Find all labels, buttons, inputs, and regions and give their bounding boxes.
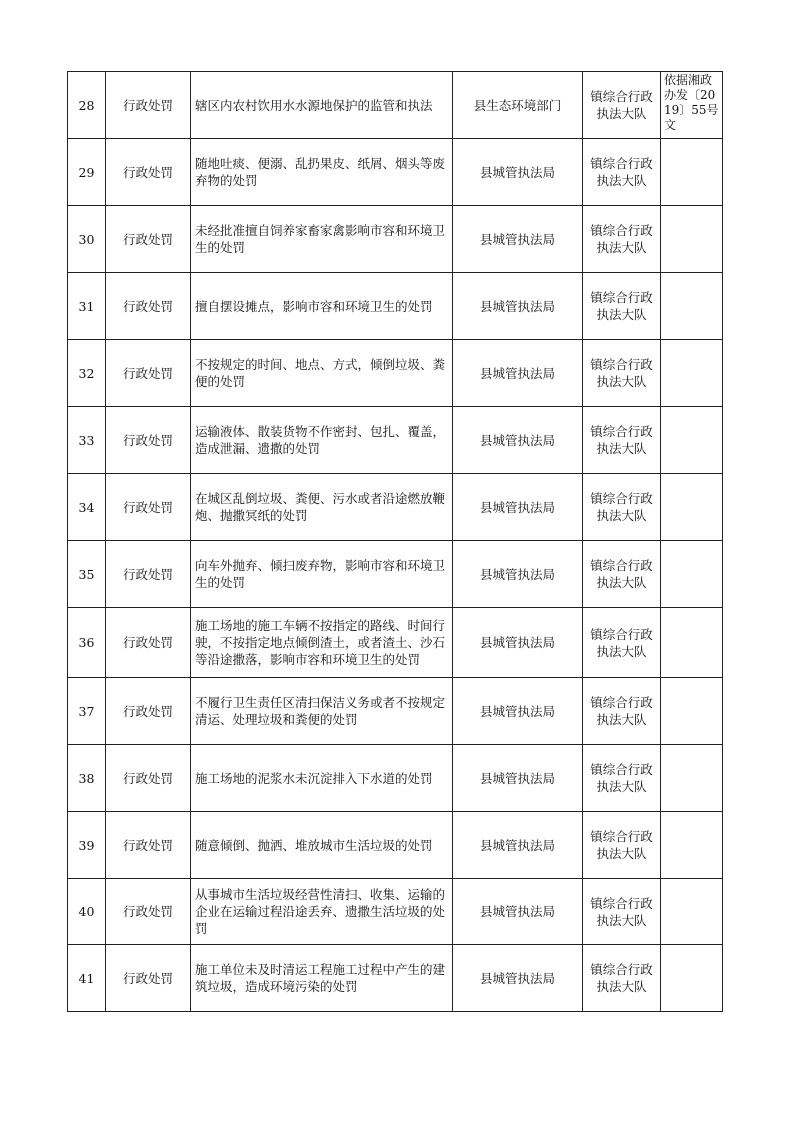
original-department-cell xyxy=(453,812,583,879)
power-item-cell xyxy=(191,812,453,879)
power-type: 行政处罚 xyxy=(122,365,173,381)
power-type-cell xyxy=(106,608,191,678)
power-type-cell xyxy=(106,273,191,340)
executing-body: 镇综合行政执法大队 xyxy=(590,290,653,322)
power-type: 行政处罚 xyxy=(122,164,173,180)
power-type-cell xyxy=(106,879,191,945)
remarks: 依据湘政办发〔2019〕55号文 xyxy=(664,73,719,132)
power-item: 不按规定的时间、地点、方式，倾倒垃圾、粪便的处罚 xyxy=(195,357,446,389)
row-number: 32 xyxy=(78,365,95,381)
executing-body: 镇综合行政执法大队 xyxy=(590,424,653,456)
original-department: 县城管执法局 xyxy=(479,635,555,650)
original-department-cell xyxy=(453,745,583,812)
power-type-cell xyxy=(106,474,191,541)
executing-body-cell xyxy=(583,879,661,945)
row-number-cell xyxy=(68,678,106,745)
original-department: 县城管执法局 xyxy=(479,837,555,853)
remarks-cell xyxy=(661,139,723,206)
original-department: 县城管执法局 xyxy=(479,432,555,448)
remarks-cell xyxy=(661,945,723,1012)
original-department-cell xyxy=(453,678,583,745)
row-number: 28 xyxy=(78,97,95,113)
power-item-cell xyxy=(191,608,453,678)
original-department-cell xyxy=(453,879,583,945)
remarks-cell xyxy=(661,340,723,407)
power-type-cell xyxy=(106,945,191,1012)
remarks-cell xyxy=(661,72,723,139)
row-number: 36 xyxy=(78,635,95,650)
row-number-cell xyxy=(68,340,106,407)
remarks-cell xyxy=(661,879,723,945)
power-type-cell xyxy=(106,72,191,139)
power-type-cell xyxy=(106,340,191,407)
row-number-cell xyxy=(68,72,106,139)
row-number: 38 xyxy=(78,770,95,786)
power-item-cell xyxy=(191,945,453,1012)
executing-body: 镇综合行政执法大队 xyxy=(590,695,653,727)
power-item-cell xyxy=(191,407,453,474)
table-row xyxy=(68,812,723,879)
power-item-cell xyxy=(191,139,453,206)
table-row xyxy=(68,340,723,407)
remarks-cell xyxy=(661,541,723,608)
remarks-cell xyxy=(661,273,723,340)
row-number: 30 xyxy=(78,231,95,247)
power-item-cell xyxy=(191,474,453,541)
powers-table xyxy=(67,71,723,1012)
power-type-cell xyxy=(106,541,191,608)
original-department: 县城管执法局 xyxy=(479,703,555,719)
table-row xyxy=(68,541,723,608)
row-number-cell xyxy=(68,407,106,474)
row-number: 29 xyxy=(78,164,95,180)
row-number: 37 xyxy=(78,703,95,719)
power-item: 随意倾倒、抛洒、堆放城市生活垃圾的处罚 xyxy=(195,837,433,853)
row-number: 39 xyxy=(78,837,95,853)
row-number-cell xyxy=(68,273,106,340)
power-item: 未经批准擅自饲养家畜家禽影响市容和环境卫生的处罚 xyxy=(195,223,446,255)
power-item-cell xyxy=(191,72,453,139)
executing-body: 镇综合行政执法大队 xyxy=(590,626,653,659)
power-type-cell xyxy=(106,678,191,745)
table-row xyxy=(68,407,723,474)
remarks-cell xyxy=(661,206,723,273)
power-item: 施工场地的泥浆水未沉淀排入下水道的处罚 xyxy=(195,770,433,786)
table-row xyxy=(68,945,723,1012)
power-type: 行政处罚 xyxy=(122,231,173,247)
original-department: 县城管执法局 xyxy=(479,365,555,381)
remarks-cell xyxy=(661,474,723,541)
power-type: 行政处罚 xyxy=(122,904,173,919)
power-type: 行政处罚 xyxy=(122,432,173,448)
power-item: 擅自摆设摊点，影响市容和环境卫生的处罚 xyxy=(195,298,433,314)
executing-body-cell xyxy=(583,139,661,206)
power-type-cell xyxy=(106,745,191,812)
executing-body: 镇综合行政执法大队 xyxy=(590,829,653,861)
power-item: 在城区乱倒垃圾、粪便、污水或者沿途燃放鞭炮、抛撒冥纸的处罚 xyxy=(195,491,446,523)
remarks-cell xyxy=(661,407,723,474)
executing-body-cell xyxy=(583,812,661,879)
original-department-cell xyxy=(453,945,583,1012)
executing-body-cell xyxy=(583,273,661,340)
table-row xyxy=(68,879,723,945)
row-number: 35 xyxy=(78,566,95,582)
executing-body: 镇综合行政执法大队 xyxy=(590,223,653,255)
table-body xyxy=(68,72,723,1012)
original-department: 县城管执法局 xyxy=(479,164,555,180)
executing-body-cell xyxy=(583,541,661,608)
power-type-cell xyxy=(106,139,191,206)
row-number-cell xyxy=(68,745,106,812)
original-department: 县城管执法局 xyxy=(479,566,555,582)
executing-body-cell xyxy=(583,945,661,1012)
power-item-cell xyxy=(191,879,453,945)
row-number-cell xyxy=(68,608,106,678)
power-type: 行政处罚 xyxy=(122,97,173,113)
power-item: 不履行卫生责任区清扫保洁义务或者不按规定清运、处理垃圾和粪便的处罚 xyxy=(195,695,446,727)
executing-body: 镇综合行政执法大队 xyxy=(590,357,653,389)
original-department: 县城管执法局 xyxy=(479,499,555,515)
table-row xyxy=(68,608,723,678)
row-number-cell xyxy=(68,812,106,879)
row-number-cell xyxy=(68,879,106,945)
executing-body-cell xyxy=(583,608,661,678)
executing-body-cell xyxy=(583,206,661,273)
original-department: 县城管执法局 xyxy=(479,298,555,314)
power-item-cell xyxy=(191,206,453,273)
power-item-cell xyxy=(191,678,453,745)
remarks-cell xyxy=(661,745,723,812)
original-department: 县城管执法局 xyxy=(479,231,555,247)
power-item: 施工场地的施工车辆不按指定的路线、时间行驶，不按指定地点倾倒渣土，或者渣土、沙石等沿途撒落，影响市容和环境卫生的处罚 xyxy=(195,618,446,667)
executing-body: 镇综合行政执法大队 xyxy=(590,491,653,523)
power-type-cell xyxy=(106,812,191,879)
executing-body: 镇综合行政执法大队 xyxy=(590,962,653,994)
power-item: 辖区内农村饮用水水源地保护的监管和执法 xyxy=(195,97,433,113)
row-number: 33 xyxy=(78,432,95,448)
table-row xyxy=(68,206,723,273)
power-type: 行政处罚 xyxy=(122,635,173,650)
original-department: 县城管执法局 xyxy=(479,770,555,786)
table-row xyxy=(68,273,723,340)
original-department: 县城管执法局 xyxy=(479,970,555,986)
power-item: 运输液体、散装货物不作密封、包扎、覆盖，造成泄漏、遗撒的处罚 xyxy=(195,424,446,456)
row-number-cell xyxy=(68,206,106,273)
row-number: 31 xyxy=(78,298,95,314)
power-type: 行政处罚 xyxy=(122,970,173,986)
row-number: 41 xyxy=(78,970,95,986)
original-department-cell xyxy=(453,474,583,541)
executing-body: 镇综合行政执法大队 xyxy=(590,156,653,188)
power-item-cell xyxy=(191,541,453,608)
executing-body-cell xyxy=(583,745,661,812)
original-department-cell xyxy=(453,340,583,407)
power-type-cell xyxy=(106,206,191,273)
table-row xyxy=(68,678,723,745)
power-type: 行政处罚 xyxy=(122,298,173,314)
power-type-cell xyxy=(106,407,191,474)
power-type: 行政处罚 xyxy=(122,499,173,515)
original-department-cell xyxy=(453,206,583,273)
executing-body: 镇综合行政执法大队 xyxy=(590,89,653,121)
table-row xyxy=(68,745,723,812)
power-item: 从事城市生活垃圾经营性清扫、收集、运输的企业在运输过程沿途丢弃、遗撒生活垃圾的处罚 xyxy=(195,887,446,936)
power-item: 施工单位未及时清运工程施工过程中产生的建筑垃圾，造成环境污染的处罚 xyxy=(195,962,446,994)
original-department-cell xyxy=(453,273,583,340)
original-department-cell xyxy=(453,608,583,678)
power-type: 行政处罚 xyxy=(122,566,173,582)
executing-body-cell xyxy=(583,407,661,474)
power-type: 行政处罚 xyxy=(122,837,173,853)
remarks-cell xyxy=(661,678,723,745)
table-row xyxy=(68,72,723,139)
power-item-cell xyxy=(191,340,453,407)
executing-body-cell xyxy=(583,340,661,407)
original-department-cell xyxy=(453,407,583,474)
row-number-cell xyxy=(68,945,106,1012)
table-row xyxy=(68,474,723,541)
row-number-cell xyxy=(68,541,106,608)
original-department: 县城管执法局 xyxy=(479,904,555,919)
executing-body-cell xyxy=(583,72,661,139)
remarks-cell xyxy=(661,812,723,879)
executing-body: 镇综合行政执法大队 xyxy=(590,558,653,590)
power-item: 随地吐痰、便溺、乱扔果皮、纸屑、烟头等废弃物的处罚 xyxy=(195,156,446,188)
row-number: 34 xyxy=(78,499,95,515)
power-item-cell xyxy=(191,273,453,340)
executing-body: 镇综合行政执法大队 xyxy=(590,762,653,794)
executing-body-cell xyxy=(583,474,661,541)
power-type: 行政处罚 xyxy=(122,703,173,719)
remarks-cell xyxy=(661,608,723,678)
row-number: 40 xyxy=(78,904,95,919)
row-number-cell xyxy=(68,139,106,206)
row-number-cell xyxy=(68,474,106,541)
original-department-cell xyxy=(453,72,583,139)
original-department-cell xyxy=(453,139,583,206)
power-type: 行政处罚 xyxy=(122,770,173,786)
original-department: 县生态环境部门 xyxy=(473,97,562,113)
original-department-cell xyxy=(453,541,583,608)
table-row xyxy=(68,139,723,206)
power-item-cell xyxy=(191,745,453,812)
power-item: 向车外抛弃、倾扫废弃物，影响市容和环境卫生的处罚 xyxy=(195,558,446,590)
executing-body: 镇综合行政执法大队 xyxy=(590,895,653,928)
executing-body-cell xyxy=(583,678,661,745)
